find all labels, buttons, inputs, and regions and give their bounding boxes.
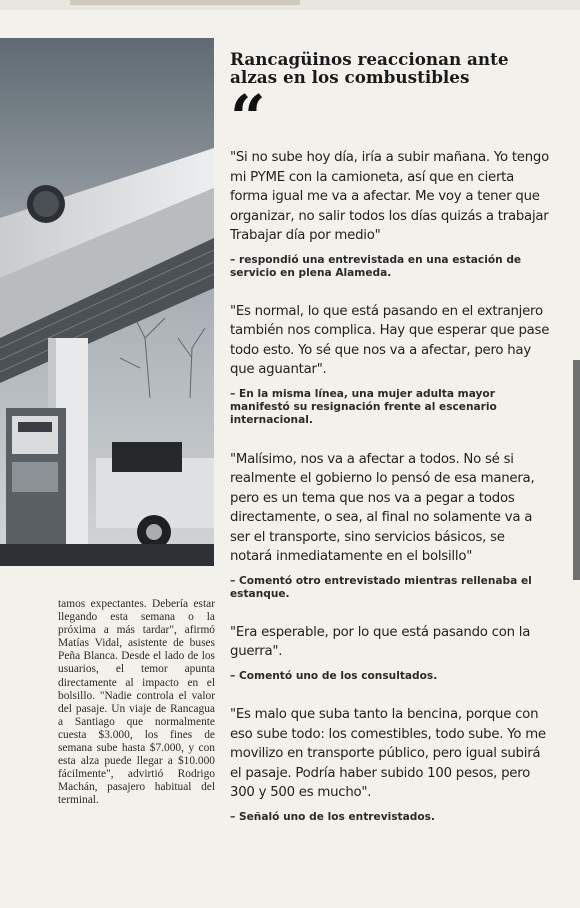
next-page-photo (573, 360, 580, 580)
attribution-4: – Comentó uno de los consultados. (230, 669, 438, 682)
header-strip (0, 0, 580, 10)
quote-5: "Es malo que suba tanto la bencina, porque con eso sube todo: los comestibles, todo sube. Yo me movilizo en transporte público, pero igual subirá el pasaje. Podría haber subido 100 pesos, pero 300 y 500 es mucho". (230, 707, 546, 801)
gas-station-photo (0, 38, 214, 566)
attribution-3: – Comentó otro entrevistado mientras rellenaba el estanque. (230, 574, 532, 600)
left-article-column (58, 598, 215, 808)
left-article-text: tamos expectantes. Debería estar llegando esta semana o la próxima a más tardar", afirmó Matías Vidal, asistente de buses Peña Blanca. Desde el lado de los usuarios, el temor apunta directamente al impacto en el bolsillo. "Nadie controla el valor del pasaje. Un viaje de Rancagua a Santiago que normalmente cuesta $3.000, los fines de semana sube hasta $7.000, y con esta alza puede llegar a $10.000 fácilmente", advirtió Rodrigo Machán, pasajero habitual del terminal. (58, 598, 215, 807)
quote-2: "Es normal, lo que está pasando en el extranjero también nos complica. Hay que esperar que pase todo esto. Yo sé que nos va a afectar, pero hay que aguantar". (230, 303, 550, 378)
next-page-edge (566, 0, 580, 908)
reactions-box (230, 50, 550, 824)
quote-3: "Malísimo, nos va a afectar a todos. No sé si realmente el gobierno lo pensó de esa manera, pero es un tema que nos va a pegar a todos directamente, o sea, al final no solamente va a ser el transporte, sino servicios básicos, se notará inmediatamente en el bolsillo" (230, 451, 535, 565)
quote-1: "Si no sube hoy día, iría a subir mañana. Yo tengo mi PYME con la camioneta, así que en cierta forma igual me va a afectar. Me voy a tener que organizar, no salir todos los días quizás a trabajar Trabajar día por medio" (230, 150, 549, 243)
attribution-1: – respondió una entrevistada en una estación de servicio en plena Alameda. (230, 253, 522, 279)
header-strip-text (70, 0, 300, 5)
headline: Rancagüinos reaccionan ante alzas en los combustibles (230, 49, 509, 87)
attribution-2: – En la misma línea, una mujer adulta mayor manifestó su resignación frente al escenario internacional. (230, 387, 497, 427)
attribution-5: – Señaló uno de los entrevistados. (230, 810, 435, 823)
quote-4: "Era esperable, por lo que está pasando con la guerra". (230, 624, 531, 660)
quote-mark-icon: “ (230, 81, 262, 154)
